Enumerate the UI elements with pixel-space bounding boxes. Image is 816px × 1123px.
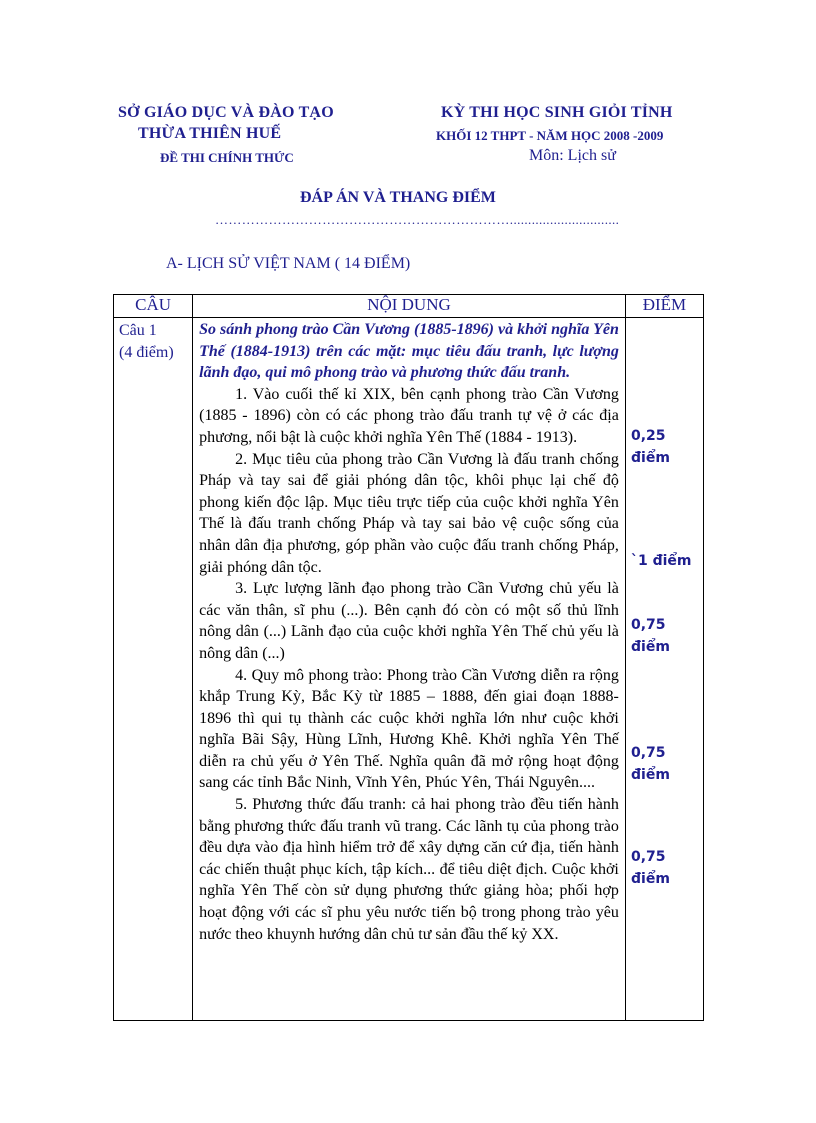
score-unit: điểm <box>631 766 670 783</box>
score-value: 0,75 <box>631 849 666 865</box>
separator-line: ………………………………………………………….............................. <box>215 212 620 227</box>
official-exam-label: ĐỀ THI CHÍNH THỨC <box>160 150 294 165</box>
score-point-4 <box>631 743 670 786</box>
section-heading: A- LỊCH SỬ VIỆT NAM ( 14 ĐIỂM) <box>166 255 411 272</box>
header-score: ĐIỂM <box>625 295 703 318</box>
score-point-3 <box>631 615 670 658</box>
exam-title: KỲ THI HỌC SINH GIỎI TỈNH <box>441 104 673 121</box>
answer-table <box>113 294 704 1021</box>
answer-point-3: 3. Lực lượng lãnh đạo phong trào Cần Vương chủ yếu là các văn thân, sĩ phu (...). Bên cạnh đó còn có một số thủ lĩnh nông dân (...) Lãnh đạo của cuộc khởi nghĩa Yên Thế chủ yếu là nông dân (...) <box>199 580 619 662</box>
score-point-5 <box>631 847 670 890</box>
answer-point-1: 1. Vào cuối thế kỉ XIX, bên cạnh phong trào Cần Vương (1885 - 1896) còn có các phong trào đấu tranh tự vệ ở các địa phương, nổi bật là cuộc khởi nghĩa Yên Thế (1884 - 1913). <box>199 385 619 446</box>
subject-label: Môn: Lịch sử <box>529 147 616 164</box>
answer-point-2: 2. Mục tiêu của phong trào Cần Vương là đấu tranh chống Pháp và tay sai để giải phóng dân tộc, khôi phục lại chế độ phong kiến độc lập. Mục tiêu trực tiếp của cuộc khởi nghĩa Yên Thế là đấu tranh chống Pháp và tay sai bảo vệ cuộc sống của nhân dân địa phương, góp phần vào cuộc đấu tranh chống Pháp, giải phóng dân tộc. <box>199 450 619 576</box>
content-cell <box>193 318 626 1021</box>
score-value: 0,75 <box>631 745 666 761</box>
score-value: 0,25 <box>631 428 666 444</box>
score-cell <box>625 318 703 1021</box>
question-points: (4 điểm) <box>119 344 174 361</box>
header-content: NỘI DUNG <box>193 295 626 318</box>
question-text: So sánh phong trào Cần Vương (1885-1896) và khởi nghĩa Yên Thế (1884-1913) trên các mặt: mục tiêu đấu tranh, lực lượng lãnh đạo, qui mô phong trào và phương thức đấu tranh. <box>199 321 619 382</box>
score-unit: điểm <box>631 870 670 887</box>
score-point-1 <box>631 426 670 469</box>
department-name: SỞ GIÁO DỤC VÀ ĐÀO TẠO <box>118 104 334 121</box>
answer-point-4: 4. Quy mô phong trào: Phong trào Cần Vương diễn ra rộng khắp Trung Kỳ, Bắc Kỳ từ 1885 – 1888, đến giai đoạn 1888- 1896 thì qui tụ thành các cuộc khởi nghĩa lớn như cuộc khởi nghĩa Bãi Sậy, Hùng Lĩnh, Hương Khê. Khởi nghĩa Yên Thế diễn ra chủ yếu ở Yên Thế. Nghĩa quân đã mở rộng hoạt động sang các tỉnh Bắc Ninh, Vĩnh Yên, Phúc Yên, Thái Nguyên.... <box>199 666 619 792</box>
question-label-cell <box>114 318 193 1021</box>
score-value: `1 điểm <box>631 553 692 569</box>
score-point-2 <box>631 551 692 573</box>
table-row <box>114 318 704 1021</box>
province-name: THỪA THIÊN HUẾ <box>138 125 282 142</box>
page-title: ĐÁP ÁN VÀ THANG ĐIỂM <box>300 189 496 206</box>
header-question: CÂU <box>114 295 193 318</box>
table-header-row <box>114 295 704 318</box>
exam-grade-year: KHỐI 12 THPT - NĂM HỌC 2008 -2009 <box>436 128 664 143</box>
question-number: Câu 1 <box>119 322 157 339</box>
score-value: 0,75 <box>631 617 666 633</box>
answer-point-5: 5. Phương thức đấu tranh: cả hai phong trào đều tiến hành bằng phương thức đấu tranh vũ trang. Các lãnh tụ của phong trào đều dựa vào địa hình hiểm trở để xây dựng căn cứ địa, tiến hành các chiến thuật phục kích, tập kích... để tiêu diệt địch. Cuộc khởi nghĩa Yên Thế còn sử dụng phương thức giảng hòa; phối hợp hoạt động với các sĩ phu yêu nước tiến bộ trong phong trào yêu nước theo khuynh hướng dân chủ tư sản đầu thế kỷ XX. <box>199 796 619 943</box>
score-unit: điểm <box>631 449 670 466</box>
score-unit: điểm <box>631 638 670 655</box>
